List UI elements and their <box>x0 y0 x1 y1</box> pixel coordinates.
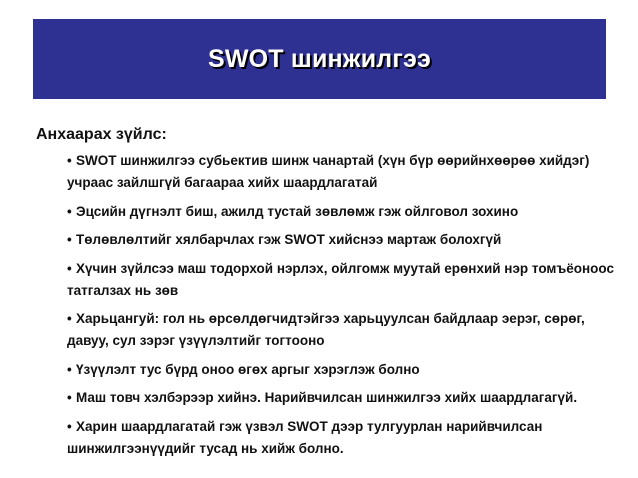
bullet-item <box>67 258 627 302</box>
bullet-item <box>67 359 627 381</box>
bullet-icon: • <box>67 260 72 276</box>
slide-title: SWOT шинжилгээ <box>207 44 432 73</box>
bullet-icon: • <box>67 153 72 168</box>
bullet-item <box>67 229 627 251</box>
bullet-icon: • <box>67 203 72 219</box>
bullet-text: Төлөвлөлтийг хялбарчлах гэж SWOT хийснээ мартаж болохгүй <box>76 232 502 247</box>
bullet-icon: • <box>67 418 72 434</box>
title-banner <box>33 19 606 99</box>
bullet-item <box>67 201 627 223</box>
bullet-list <box>67 150 627 466</box>
bullet-icon: • <box>67 232 72 247</box>
bullet-icon: • <box>67 361 72 377</box>
bullet-text: Эцсийн дүгнэлт биш, ажилд тустай зөвлөмж гэж ойлговол зохино <box>76 203 519 219</box>
bullet-text: Маш товч хэлбэрээр хийнэ. Нарийвчилсан шинжилгээ хийх шаардлагагүй. <box>76 390 578 405</box>
bullet-text: Хүчин зүйлсээ маш тодорхой нэрлэх, ойлгомж муутай ерөнхий нэр томъёоноос татгалзах нь зөв <box>67 260 614 298</box>
bullet-item <box>67 387 627 409</box>
section-heading: Анхаарах зүйлс: <box>36 126 167 143</box>
bullet-icon: • <box>67 311 72 326</box>
bullet-text: Харин шаардлагатай гэж үзвэл SWOT дээр тулгуурлан нарийвчилсан шинжилгээнүүдийг тусад нь хийж болно. <box>67 418 543 456</box>
bullet-text: Харьцангуй: гол нь өрсөлдөгчидтэйгээ харьцуулсан байдлаар эерэг, сөрөг, давуу, сул зэрэг үзүүлэлтийг тогтооно <box>67 311 585 348</box>
bullet-text: SWOT шинжилгээ субьектив шинж чанартай (хүн бүр өөрийнхөөрөө хийдэг) учраас зайлшгүй багаараа хийх шаардлагатай <box>67 153 590 190</box>
bullet-icon: • <box>67 390 72 405</box>
bullet-text: Үзүүлэлт тус бүрд оноо өгөх аргыг хэрэглэж болно <box>76 361 420 377</box>
bullet-item <box>67 416 627 460</box>
bullet-item <box>67 308 627 352</box>
bullet-item <box>67 150 627 194</box>
